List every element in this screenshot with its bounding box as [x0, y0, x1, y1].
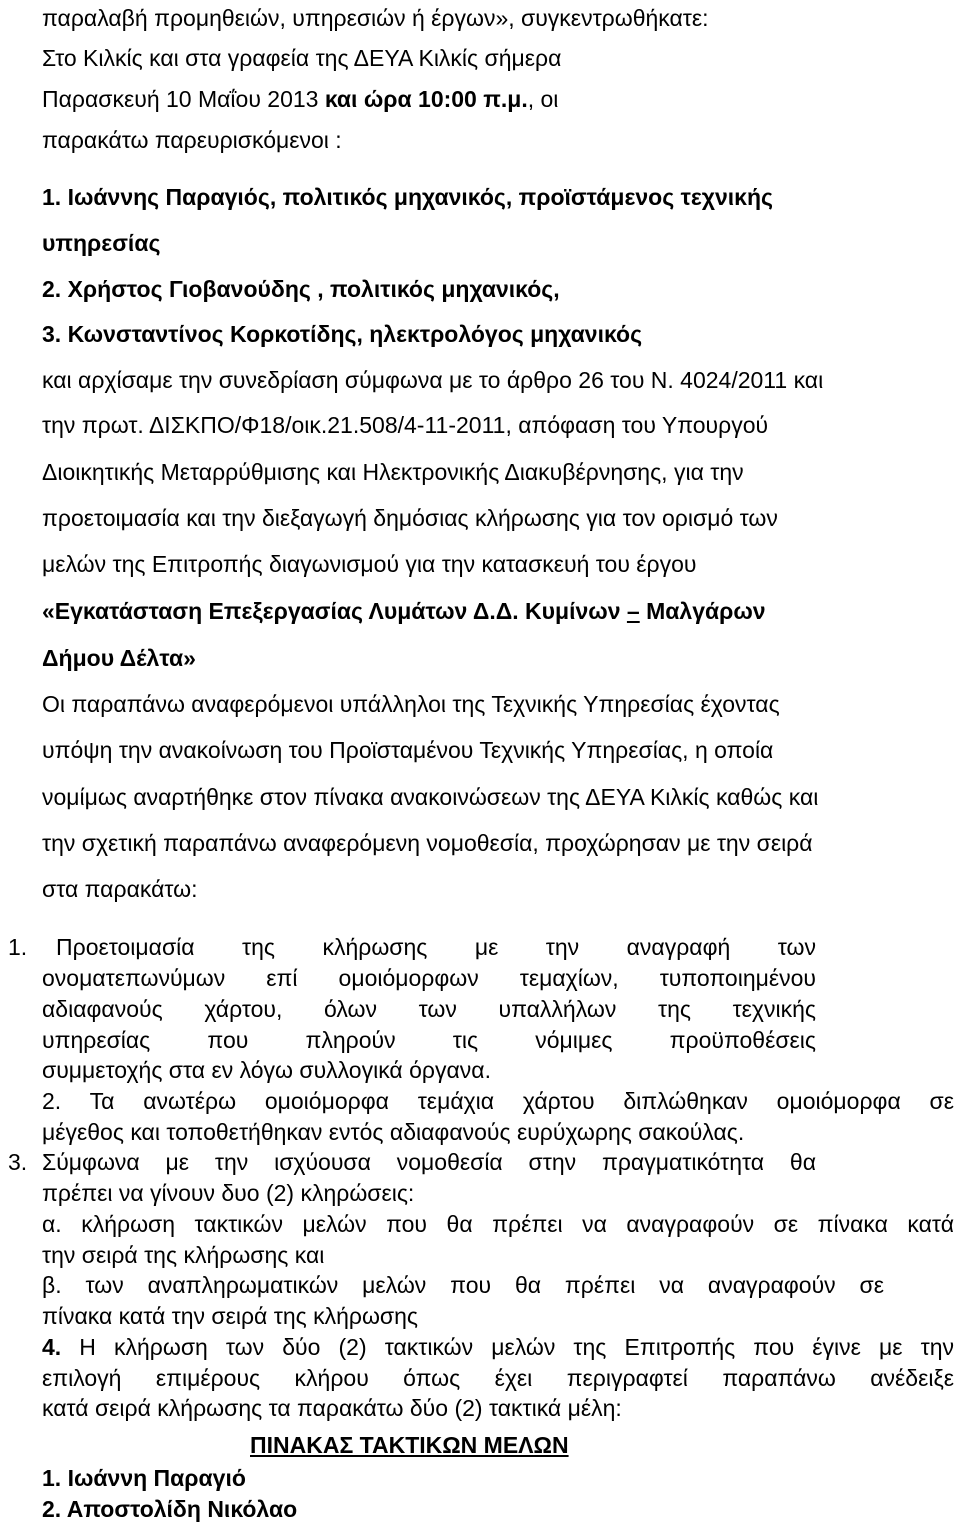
list-item: συμμετοχής στα εν λόγω συλλογικά όργανα.: [42, 1057, 491, 1083]
item-number: 3.: [8, 1149, 28, 1175]
list-item: Προετοιμασία της κλήρωσης με την αναγραφή των: [56, 934, 816, 960]
list-item: επιλογή επιμέρους κλήρου όπως έχει περιγραφτεί παραπάνω ανέδειξε: [42, 1365, 954, 1391]
table-title: ΠΙΝΑΚΑΣ ΤΑΚΤΙΚΩΝ ΜΕΛΩΝ: [250, 1432, 569, 1458]
text-line: υπόψη την ανακοίνωση του Προϊσταμένου Τεχνικής Υπηρεσίας, η οποία: [42, 737, 774, 763]
attendee-3: 3. Κωνσταντίνος Κορκοτίδης, ηλεκτρολόγος μηχανικός: [42, 321, 643, 347]
date-text: Παρασκευή 10 Μαΐου 2013: [42, 86, 325, 112]
list-item: 2. Τα ανωτέρω ομοιόμορφα τεμάχια χάρτου διπλώθηκαν ομοιόμορφα σε: [42, 1088, 954, 1114]
text-line: νομίμως αναρτήθηκε στον πίνακα ανακοινώσεων της ΔΕΥΑ Κιλκίς καθώς και: [42, 784, 819, 810]
text-line: την πρωτ. ΔΙΣΚΠΟ/Φ18/οικ.21.508/4-11-2011, απόφαση του Υπουργού: [42, 412, 769, 438]
list-item: ονοματεπωνύμων επί ομοιόμορφων τεμαχίων, τυποποιημένου: [42, 965, 816, 991]
text-line: και αρχίσαμε την συνεδρίαση σύμφωνα με το άρθρο 26 του Ν. 4024/2011 και: [42, 367, 824, 393]
list-item: μέγεθος και τοποθετήθηκαν εντός αδιαφανούς ευρύχωρης σακούλας.: [42, 1119, 745, 1145]
project-title: [42, 597, 766, 625]
list-item: υπηρεσίας που πληρούν τις νόμιμες προϋποθέσεις: [42, 1027, 816, 1053]
attendee-2: 2. Χρήστος Γιοβανούδης , πολιτικός μηχανικός,: [42, 276, 560, 302]
project-title-cont: Δήμου Δέλτα»: [42, 645, 196, 671]
list-item: πρέπει να γίνουν δυο (2) κληρώσεις:: [42, 1180, 415, 1206]
text-line: προετοιμασία και την διεξαγωγή δημόσιας κλήρωσης για τον ορισμό των: [42, 505, 778, 531]
attendee-1: 1. Ιωάννης Παραγιός, πολιτικός μηχανικός, προϊστάμενος τεχνικής: [42, 184, 774, 210]
time-text: και ώρα 10:00 π.μ.: [324, 86, 528, 112]
list-item: αδιαφανούς χάρτου, όλων των υπαλλήλων της τεχνικής: [42, 996, 816, 1022]
list-item: [42, 1333, 954, 1361]
item-number: 1.: [8, 934, 28, 960]
list-item: α. κλήρωση τακτικών μελών που θα πρέπει να αναγραφούν σε πίνακα κατά: [42, 1211, 954, 1237]
text-fragment: «Εγκατάσταση Επεξεργασίας Λυμάτων Δ.Δ. Κυμίνων: [42, 598, 627, 624]
text-line: Οι παραπάνω αναφερόμενοι υπάλληλοι της Τεχνικής Υπηρεσίας έχοντας: [42, 691, 780, 717]
text-line: στα παρακάτω:: [42, 876, 198, 902]
list-item: κατά σειρά κλήρωσης τα παρακάτω δύο (2) τακτικά μέλη:: [42, 1395, 622, 1421]
text-fragment: , οι: [527, 86, 559, 112]
item-number: 4.: [42, 1334, 62, 1360]
text-line: Στο Κιλκίς και στα γραφεία της ΔΕΥΑ Κιλκίς σήμερα: [42, 45, 562, 71]
text-line: [42, 85, 558, 113]
text-fragment: Η κλήρωση των δύο (2) τακτικών μελών της Επιτροπής που έγινε με την: [61, 1334, 954, 1360]
text-line: μελών της Επιτροπής διαγωνισμού για την κατασκευή του έργου: [42, 551, 697, 577]
member-1: 1. Ιωάννη Παραγιό: [42, 1465, 246, 1491]
text-fragment: Μαλγάρων: [639, 598, 766, 624]
list-item: πίνακα κατά την σειρά της κλήρωσης: [42, 1303, 418, 1329]
attendee-1-cont: υπηρεσίας: [42, 230, 161, 256]
text-line: παραλαβή προμηθειών, υπηρεσιών ή έργων», συγκεντρωθήκατε:: [42, 5, 709, 31]
dash: –: [626, 598, 640, 624]
member-2: 2. Αποστολίδη Νικόλαο: [42, 1496, 298, 1522]
text-line: παρακάτω παρευρισκόμενοι :: [42, 127, 342, 153]
list-item: Σύμφωνα με την ισχύουσα νομοθεσία στην πραγματικότητα θα: [42, 1149, 816, 1175]
text-line: την σχετική παραπάνω αναφερόμενη νομοθεσία, προχώρησαν με την σειρά: [42, 830, 813, 856]
list-item: την σειρά της κλήρωσης και: [42, 1242, 325, 1268]
list-item: β. των αναπληρωματικών μελών που θα πρέπει να αναγραφούν σε: [42, 1272, 884, 1298]
text-line: Διοικητικής Μεταρρύθμισης και Ηλεκτρονικής Διακυβέρνησης, για την: [42, 459, 744, 485]
